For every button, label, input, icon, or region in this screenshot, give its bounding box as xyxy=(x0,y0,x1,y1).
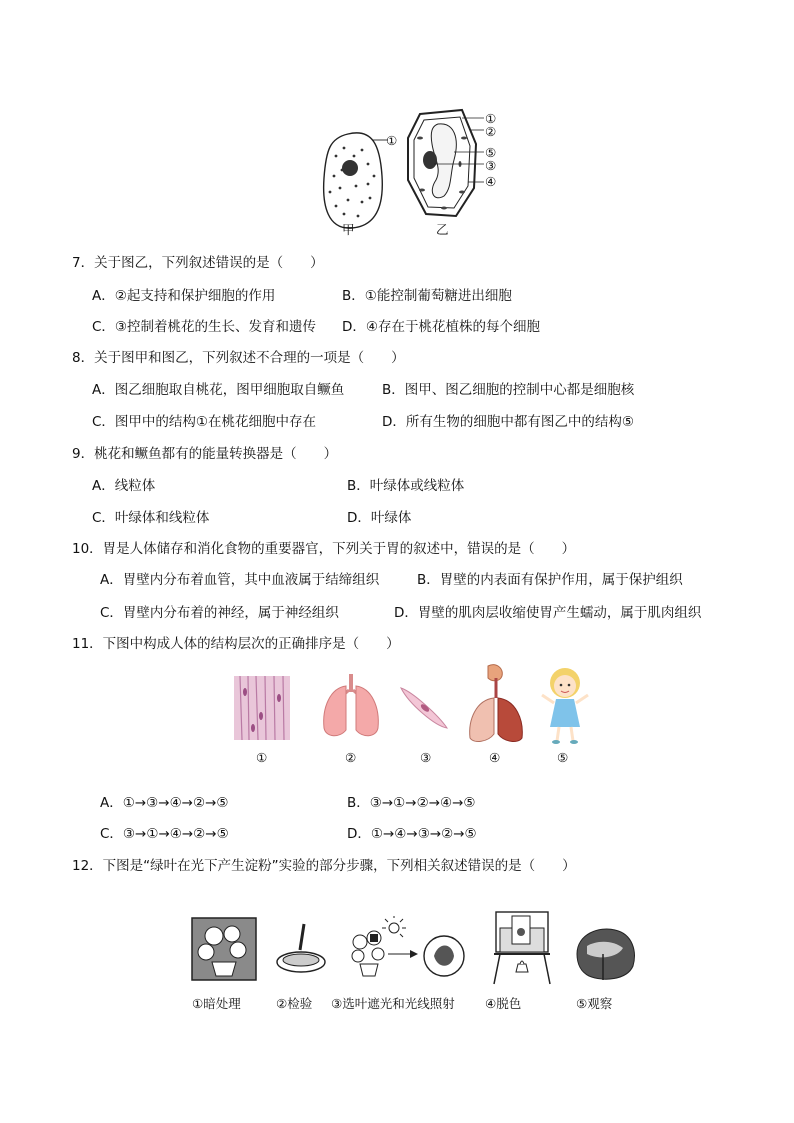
question-9-option-c[interactable]: C．叶绿体和线粒体 xyxy=(92,510,210,526)
respiratory-system-image xyxy=(466,664,524,744)
hierarchy-label-3: ③ xyxy=(420,750,432,765)
question-10-option-c[interactable]: C．胃壁内分布着的神经，属于神经组织 xyxy=(100,605,339,621)
question-7-option-d[interactable]: D．④存在于桃花植株的每个细胞 xyxy=(342,319,540,335)
question-8-option-b[interactable]: B．图甲、图乙细胞的控制中心都是细胞核 xyxy=(382,382,635,398)
question-7-option-b[interactable]: B．①能控制葡萄糖进出细胞 xyxy=(342,288,512,304)
question-12-stem: 12．下图是“绿叶在光下产生淀粉”实验的部分步骤，下列相关叙述错误的是（ ） xyxy=(72,858,576,874)
question-10-stem: 10．胃是人体储存和消化食物的重要器官，下列关于胃的叙述中，错误的是（ ） xyxy=(72,541,576,557)
hierarchy-label-1: ① xyxy=(256,750,268,765)
lungs-organ-image xyxy=(320,674,382,740)
callout-b-3: ③ xyxy=(485,158,497,173)
animal-cell-figure-a xyxy=(318,126,418,236)
callout-b-5: ⑤ xyxy=(485,145,497,160)
question-9-option-d[interactable]: D．叶绿体 xyxy=(347,510,412,526)
dark-treatment-image xyxy=(192,918,256,980)
question-9-option-b[interactable]: B．叶绿体或线粒体 xyxy=(347,478,465,494)
question-11-option-a[interactable]: A．①→③→④→②→⑤ xyxy=(100,795,229,811)
question-11-stem: 11．下图中构成人体的结构层次的正确排序是（ ） xyxy=(72,636,400,652)
step-label-1: ①暗处理 xyxy=(192,996,241,1011)
question-8-stem: 8．关于图甲和图乙，下列叙述不合理的一项是（ ） xyxy=(72,350,405,366)
question-7-option-a[interactable]: A．②起支持和保护细胞的作用 xyxy=(92,288,276,304)
question-9-stem: 9．桃花和鳜鱼都有的能量转换器是（ ） xyxy=(72,446,338,462)
step-label-3: ③选叶遮光和光线照射 xyxy=(331,996,455,1011)
callout-1-a: ① xyxy=(386,133,398,148)
question-10-option-b[interactable]: B．胃壁的内表面有保护作用，属于保护组织 xyxy=(417,572,683,588)
muscle-tissue-image xyxy=(234,676,290,740)
question-10-option-a[interactable]: A．胃壁内分布着血管，其中血液属于结缔组织 xyxy=(100,572,380,588)
question-7-option-c[interactable]: C．③控制着桃花的生长、发育和遗传 xyxy=(92,319,317,335)
iodine-test-image xyxy=(274,924,328,976)
hierarchy-label-2: ② xyxy=(345,750,357,765)
hierarchy-label-5: ⑤ xyxy=(557,750,569,765)
figure-label-b: 乙 xyxy=(436,222,449,237)
girl-person-image xyxy=(540,665,590,745)
observed-leaf-image xyxy=(573,926,639,982)
question-8-option-d[interactable]: D．所有生物的细胞中都有图乙中的结构⑤ xyxy=(382,414,634,430)
plant-cell-figure-b xyxy=(404,108,484,220)
question-9-option-a[interactable]: A．线粒体 xyxy=(92,478,156,494)
step-label-4: ④脱色 xyxy=(485,996,522,1011)
callout-b-1: ① xyxy=(485,111,497,126)
question-11-option-c[interactable]: C．③→①→④→②→⑤ xyxy=(100,826,229,842)
decolorization-apparatus-image xyxy=(490,906,554,986)
hierarchy-label-4: ④ xyxy=(489,750,501,765)
shading-light-image xyxy=(348,916,468,980)
callout-b-2: ② xyxy=(485,124,497,139)
question-7-stem: 7．关于图乙，下列叙述错误的是（ ） xyxy=(72,255,324,271)
step-label-5: ⑤观察 xyxy=(576,996,613,1011)
question-11-option-b[interactable]: B．③→①→②→④→⑤ xyxy=(347,795,476,811)
step-label-2: ②检验 xyxy=(276,996,313,1011)
question-8-option-a[interactable]: A．图乙细胞取自桃花，图甲细胞取自鳜鱼 xyxy=(92,382,345,398)
question-10-option-d[interactable]: D．胃壁的肌肉层收缩使胃产生蠕动，属于肌肉组织 xyxy=(394,605,702,621)
question-11-option-d[interactable]: D．①→④→③→②→⑤ xyxy=(347,826,477,842)
question-8-option-c[interactable]: C．图甲中的结构①在桃花细胞中存在 xyxy=(92,414,317,430)
callout-b-4: ④ xyxy=(485,174,497,189)
figure-label-a: 甲 xyxy=(342,222,355,237)
cell-image xyxy=(399,682,449,732)
